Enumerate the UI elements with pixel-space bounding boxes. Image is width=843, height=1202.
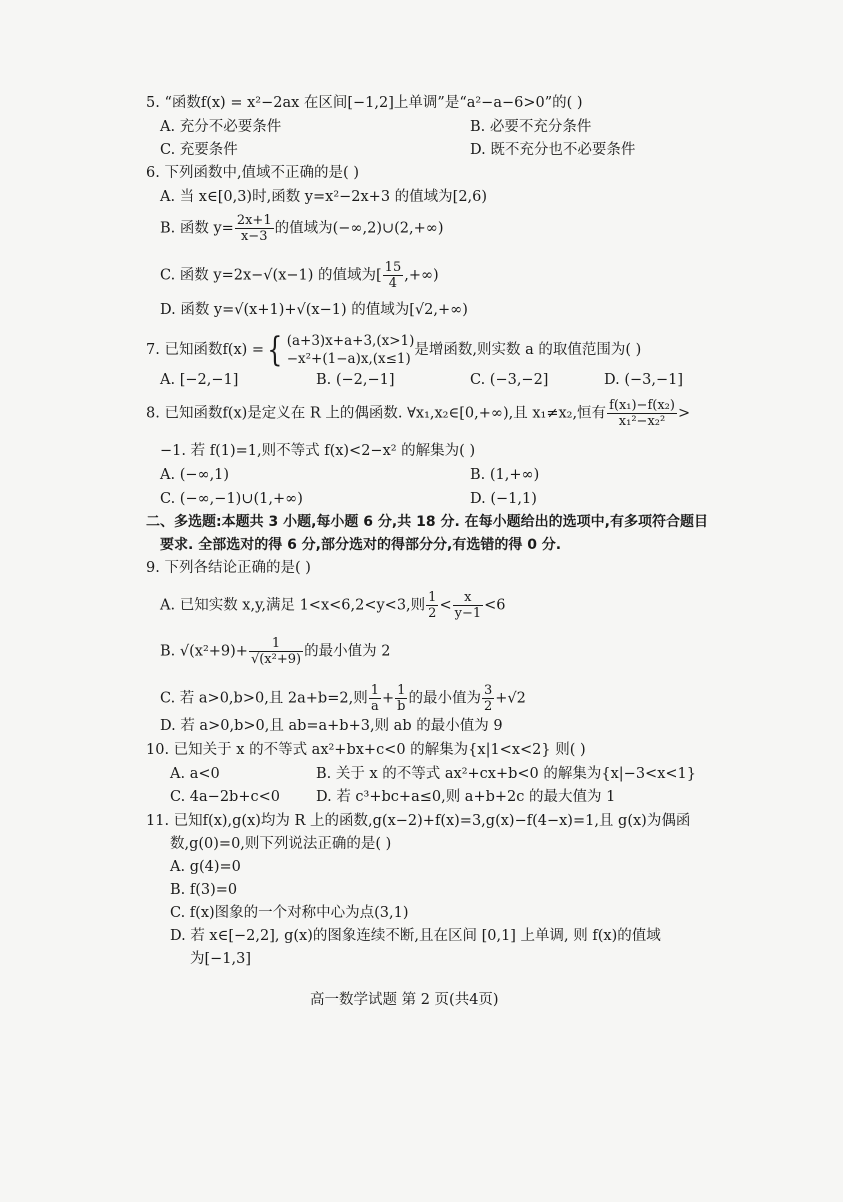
case-2: −x²+(1−a)x,(x≤1) [286, 351, 411, 367]
q11-stem-line2: 数,g(0)=0,则下列说法正确的是( ) [170, 836, 392, 852]
q6-option-b [160, 213, 444, 244]
q8-stem-prefix: 8. 已知函数f(x)是定义在 R 上的偶函数. ∀x₁,x₂∈[0,+∞),且 x₁≠x₂,恒有 [146, 405, 607, 422]
q11-option-c: C. f(x)图象的一个对称中心为点(3,1) [170, 905, 409, 921]
denominator: 4 [388, 276, 398, 291]
numerator: 1 [370, 683, 379, 698]
q9-option-a [160, 590, 505, 621]
q10-option-d: D. 若 c³+bc+a≤0,则 a+b+2c 的最大值为 1 [316, 789, 616, 805]
q9-b-prefix: B. √(x²+9)+ [160, 643, 248, 660]
q8-option-d: D. (−1,1) [470, 491, 537, 507]
fraction [383, 260, 404, 291]
q6-b-prefix: B. 函数 y= [160, 220, 234, 237]
q10-option-a: A. a<0 [170, 766, 220, 782]
denominator: 2 [483, 699, 493, 714]
denominator: x−3 [240, 229, 268, 244]
q9-option-b [160, 636, 390, 667]
q6-c-suffix: ,+∞) [404, 267, 439, 284]
q9-c-prefix: C. 若 a>0,b>0,且 2a+b=2,则 [160, 690, 368, 707]
q11-option-a: A. g(4)=0 [170, 859, 241, 875]
q8-stem-line2: −1. 若 f(1)=1,则不等式 f(x)<2−x² 的解集为( ) [160, 443, 476, 459]
q8-option-a: A. (−∞,1) [160, 467, 230, 483]
q5-option-c: C. 充要条件 [160, 142, 238, 158]
fraction [249, 636, 303, 667]
numerator: 1 [249, 636, 303, 652]
q5-option-d: D. 既不充分也不必要条件 [470, 142, 636, 158]
q6-option-a: A. 当 x∈[0,3)时,函数 y=x²−2x+3 的值域为[2,6) [160, 189, 488, 205]
denominator: √(x²+9) [250, 652, 302, 667]
q9-stem: 9. 下列各结论正确的是( ) [146, 560, 311, 576]
q9-a-lt: < [439, 597, 452, 614]
section-2-title: 二、多选题:本题共 3 小题,每小题 6 分,共 18 分. 在每小题给出的选项中,有多项符合题目 [146, 514, 708, 530]
q9-c-plus: + [381, 690, 395, 707]
q7-option-a: A. [−2,−1] [160, 372, 239, 388]
q11-option-d-line2: 为[−1,3] [190, 951, 252, 967]
numerator: f(x₁)−f(x₂) [609, 398, 675, 413]
q9-c-mid: 的最小值为 [408, 690, 481, 707]
q5-option-b: B. 必要不充分条件 [470, 119, 592, 135]
numerator: 1 [428, 590, 437, 605]
numerator: 2x+1 [236, 213, 272, 228]
q9-c-suffix: +√2 [495, 690, 526, 707]
q9-a-prefix: A. 已知实数 x,y,满足 1<x<6,2<y<3,则 [160, 597, 426, 614]
q11-option-d: D. 若 x∈[−2,2], g(x)的图象连续不断,且在区间 [0,1] 上单调, 则 f(x)的值域 [170, 928, 661, 944]
q8-option-b: B. (1,+∞) [470, 467, 540, 483]
q6-option-d: D. 函数 y=√(x+1)+√(x−1) 的值域为[√2,+∞) [160, 302, 468, 318]
fraction [369, 683, 381, 714]
numerator: 3 [483, 683, 493, 698]
q7-option-c: C. (−3,−2] [470, 372, 549, 388]
denominator: 2 [428, 606, 437, 621]
q6-option-c [160, 260, 439, 291]
q9-b-suffix: 的最小值为 2 [304, 643, 391, 660]
section-2-instructions: 要求. 全部选对的得 6 分,部分选对的得部分分,有选错的得 0 分. [160, 537, 562, 553]
q9-option-c [160, 683, 526, 714]
q11-stem: 11. 已知f(x),g(x)均为 R 上的函数,g(x−2)+f(x)=3,g(x)−f(4−x)=1,且 g(x)为偶函 [146, 813, 691, 829]
fraction [607, 398, 677, 429]
fraction [426, 590, 438, 621]
q9-option-d: D. 若 a>0,b>0,且 ab=a+b+3,则 ab 的最小值为 9 [160, 718, 503, 734]
fraction [453, 590, 484, 621]
q6-c-prefix: C. 函数 y=2x−√(x−1) 的值域为[ [160, 267, 382, 284]
numerator: x [453, 590, 484, 606]
denominator: y−1 [454, 606, 482, 621]
q8-gt: > [677, 405, 691, 422]
piecewise-cases [287, 332, 415, 368]
q10-option-b: B. 关于 x 的不等式 ax²+cx+b<0 的解集为{x|−3<x<1} [316, 766, 696, 782]
q9-a-suffix: <6 [484, 597, 506, 614]
q5-option-a: A. 充分不必要条件 [160, 119, 282, 135]
q6-b-suffix: 的值域为(−∞,2)∪(2,+∞) [274, 220, 444, 237]
denominator: b [397, 699, 406, 714]
q11-option-b: B. f(3)=0 [170, 882, 238, 898]
q5-stem: 5. “函数f(x) = x²−2ax 在区间[−1,2]上单调”是“a²−a−6>0”的( ) [146, 95, 583, 111]
fraction [395, 683, 407, 714]
numerator: 1 [395, 683, 407, 699]
fraction [482, 683, 494, 714]
q8-stem [146, 398, 690, 429]
q7-stem [146, 332, 641, 368]
left-brace-icon: { [267, 330, 283, 370]
q7-stem-suffix: 是增函数,则实数 a 的取值范围为( ) [414, 342, 642, 358]
case-1: (a+3)x+a+3,(x>1) [286, 333, 415, 349]
q7-option-b: B. (−2,−1] [316, 372, 395, 388]
q7-stem-prefix: 7. 已知函数f(x) = [146, 342, 265, 358]
denominator: x₁²−x₂² [618, 414, 666, 429]
q10-option-c: C. 4a−2b+c<0 [170, 789, 280, 805]
q10-stem: 10. 已知关于 x 的不等式 ax²+bx+c<0 的解集为{x|1<x<2} 则( ) [146, 742, 586, 758]
q6-stem: 6. 下列函数中,值域不正确的是( ) [146, 165, 359, 181]
denominator: a [370, 699, 379, 714]
page-footer: 高一数学试题 第 2 页(共4页) [310, 992, 499, 1008]
fraction [235, 213, 274, 244]
numerator: 15 [384, 260, 402, 275]
q7-option-d: D. (−3,−1] [604, 372, 683, 388]
q8-option-c: C. (−∞,−1)∪(1,+∞) [160, 491, 303, 507]
